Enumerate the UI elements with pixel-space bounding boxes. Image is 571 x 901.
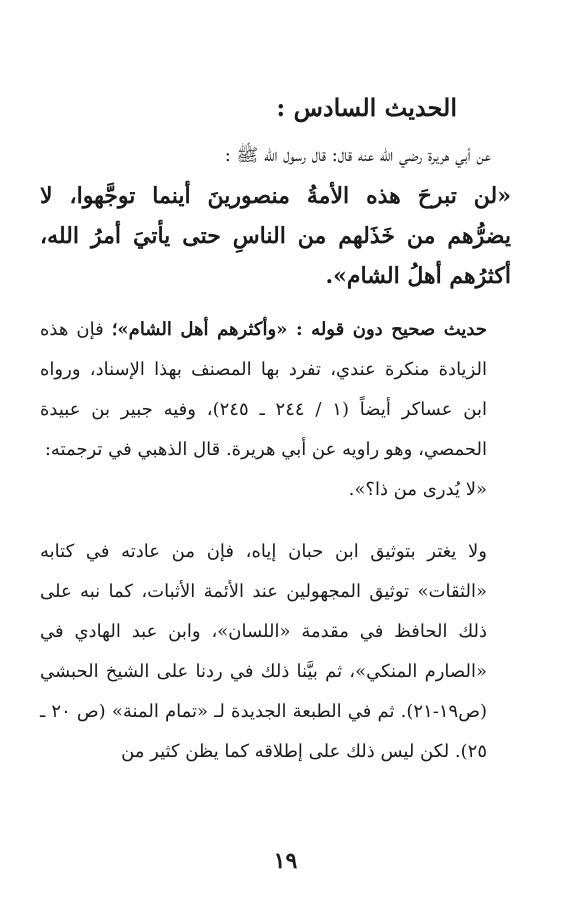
dhahabi-quote: «لا يُدرى من ذا؟». — [348, 479, 487, 500]
hadith-narration-intro: عن أبي هريرة رضي الله عنه قال: قال رسول الله ﷺ : — [224, 145, 491, 166]
hadith-text: «لن تبرحَ هذه الأمةُ منصورينَ أينما توجَّهوا، لا يضرُّهم من خَذَلهم من الناسِ حتى يأتيَ أمرُ الله، أكثرُهم أهلُ الشام». — [40, 183, 511, 289]
page-number: ١٩ — [273, 848, 298, 874]
commentary-paragraph: ولا يغتر بتوثيق ابن حبان إياه، فإن من عادته في كتابه «الثقات» توثيق المجهولين عند الأئمة الأثبات، كما نبه على ذلك الحافظ في مقدمة «اللسان»، وابن عبد الهادي في «الصارم المنكي»، ثم بيَّنا ذلك في ردنا على الشيخ الحبشي (ص١٩-٢١). ثم في الطبعة الجديدة لـ «تمام المنة» (ص ٢٠ ـ ٢٥). لكن ليس ذلك على إطلاقه كما يظن كثير من — [40, 541, 487, 762]
grading-rest: فإن هذه الزيادة منكرة عندي، تفرد بها المصنف بهذا الإسناد، ورواه ابن عساكر أيضاً (١ / ٢٤٤ ـ ٢٤٥)، وفيه جبير بن عبيدة الحمصي، وهو راويه عن أبي هريرة. قال الذهبي في ترجمته: — [40, 319, 488, 460]
grading-paragraph — [40, 310, 511, 470]
section-heading: الحديث السادس : — [276, 93, 457, 122]
page-content — [40, 88, 511, 772]
grading-lead: حديث صحيح دون قوله : «وأكثرهم أهل الشام»؛ — [111, 319, 488, 340]
